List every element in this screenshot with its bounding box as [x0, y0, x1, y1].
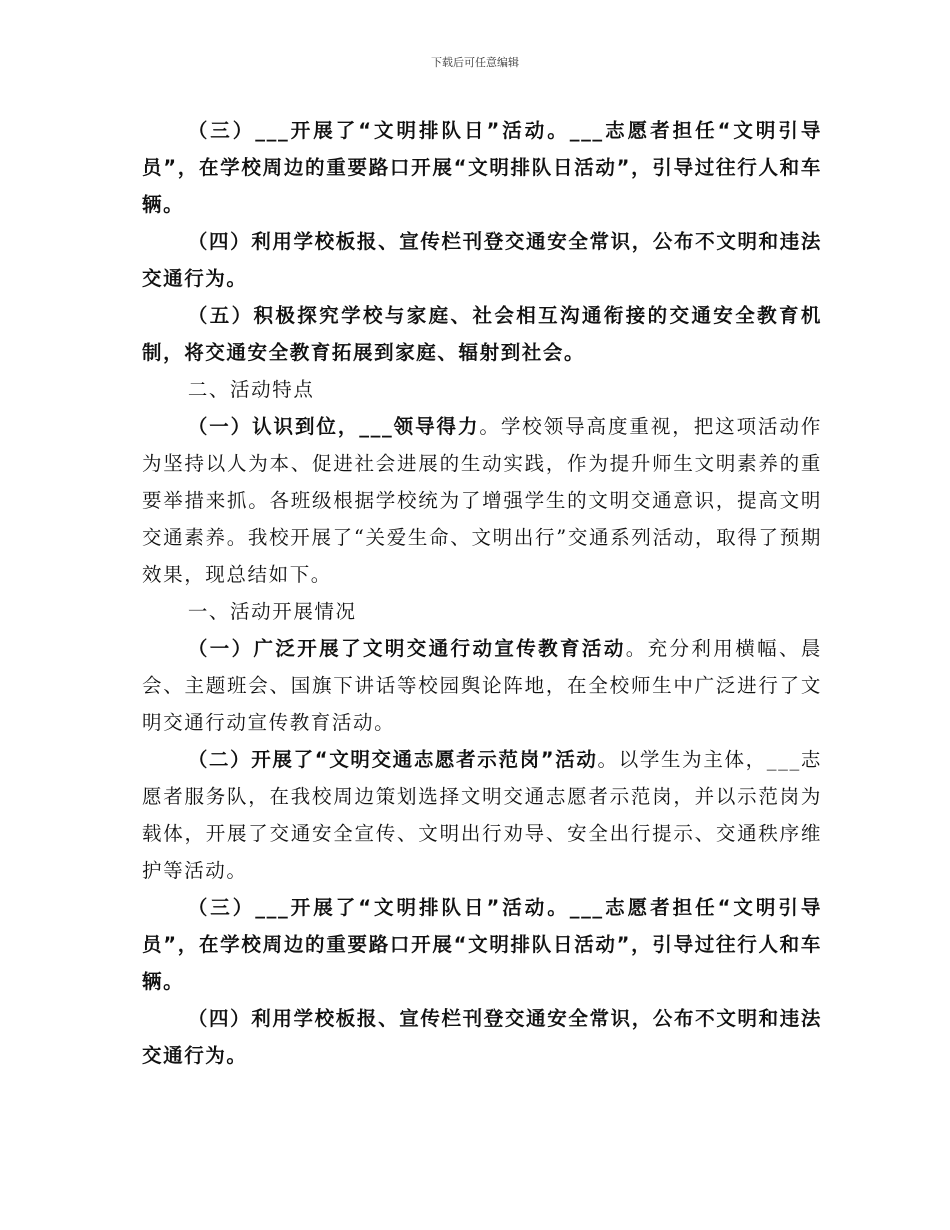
paragraph-8-bold: （四）利用学校板报、宣传栏刊登交通安全常识，公布不文明和违法交通行为。: [142, 1007, 822, 1067]
paragraph-3: [142, 297, 822, 371]
paragraph-2: [142, 223, 822, 297]
page-header: 下载后可任意编辑: [431, 56, 519, 69]
paragraph-6-text: 。以学生为主体，___志愿者服务队，在我校周边策划选择文明交通志愿者示范岗，并以示范岗为载体，开展了交通安全宣传、文明出行劝导、安全出行提示、交通秩序维护等活动。: [142, 748, 822, 882]
section-heading-2: 二、活动特点: [187, 378, 315, 401]
paragraph-2-bold: （四）利用学校板报、宣传栏刊登交通安全常识，公布不文明和违法交通行为。: [142, 230, 822, 290]
section-heading-1: 一、活动开展情况: [187, 600, 357, 623]
paragraph-6-bold: （二）开展了“文明交通志愿者示范岗”活动: [187, 748, 598, 771]
paragraph-3-bold: （五）积极探究学校与家庭、社会相互沟通衔接的交通安全教育机制，将交通安全教育拓展到家庭、辐射到社会。: [142, 304, 822, 364]
paragraph-5-text: 。充分利用横幅、晨会、主题班会、国旗下讲话等校园舆论阵地，在全校师生中广泛进行了文明交通行动宣传教育活动。: [142, 637, 822, 734]
paragraph-7: [142, 889, 822, 1000]
paragraph-5: [142, 630, 822, 741]
paragraph-6: [142, 741, 822, 889]
paragraph-1-bold: （三）___开展了“文明排队日”活动。___志愿者担任“文明引导员”，在学校周边的重要路口开展“文明排队日活动”，引导过往行人和车辆。: [142, 119, 822, 216]
paragraph-5-bold: （一）广泛开展了文明交通行动宣传教育活动: [187, 637, 626, 660]
paragraph-8: [142, 1000, 822, 1074]
document-body: [142, 112, 822, 1074]
paragraph-7-bold: （三）___开展了“文明排队日”活动。___志愿者担任“文明引导员”，在学校周边的重要路口开展“文明排队日活动”，引导过往行人和车辆。: [142, 896, 822, 993]
paragraph-1: [142, 112, 822, 223]
paragraph-4-text: 。学校领导高度重视，把这项活动作为坚持以人为本、促进社会进展的生动实践，作为提升师生文明素养的重要举措来抓。各班级根据学校统为了增强学生的文明交通意识，提高文明交通素养。我校开展了“关爱生命、文明出行”交通系列活动，取得了预期效果，现总结如下。: [142, 415, 822, 586]
paragraph-4-bold: （一）认识到位，___领导得力: [187, 415, 480, 438]
paragraph-4: [142, 408, 822, 593]
